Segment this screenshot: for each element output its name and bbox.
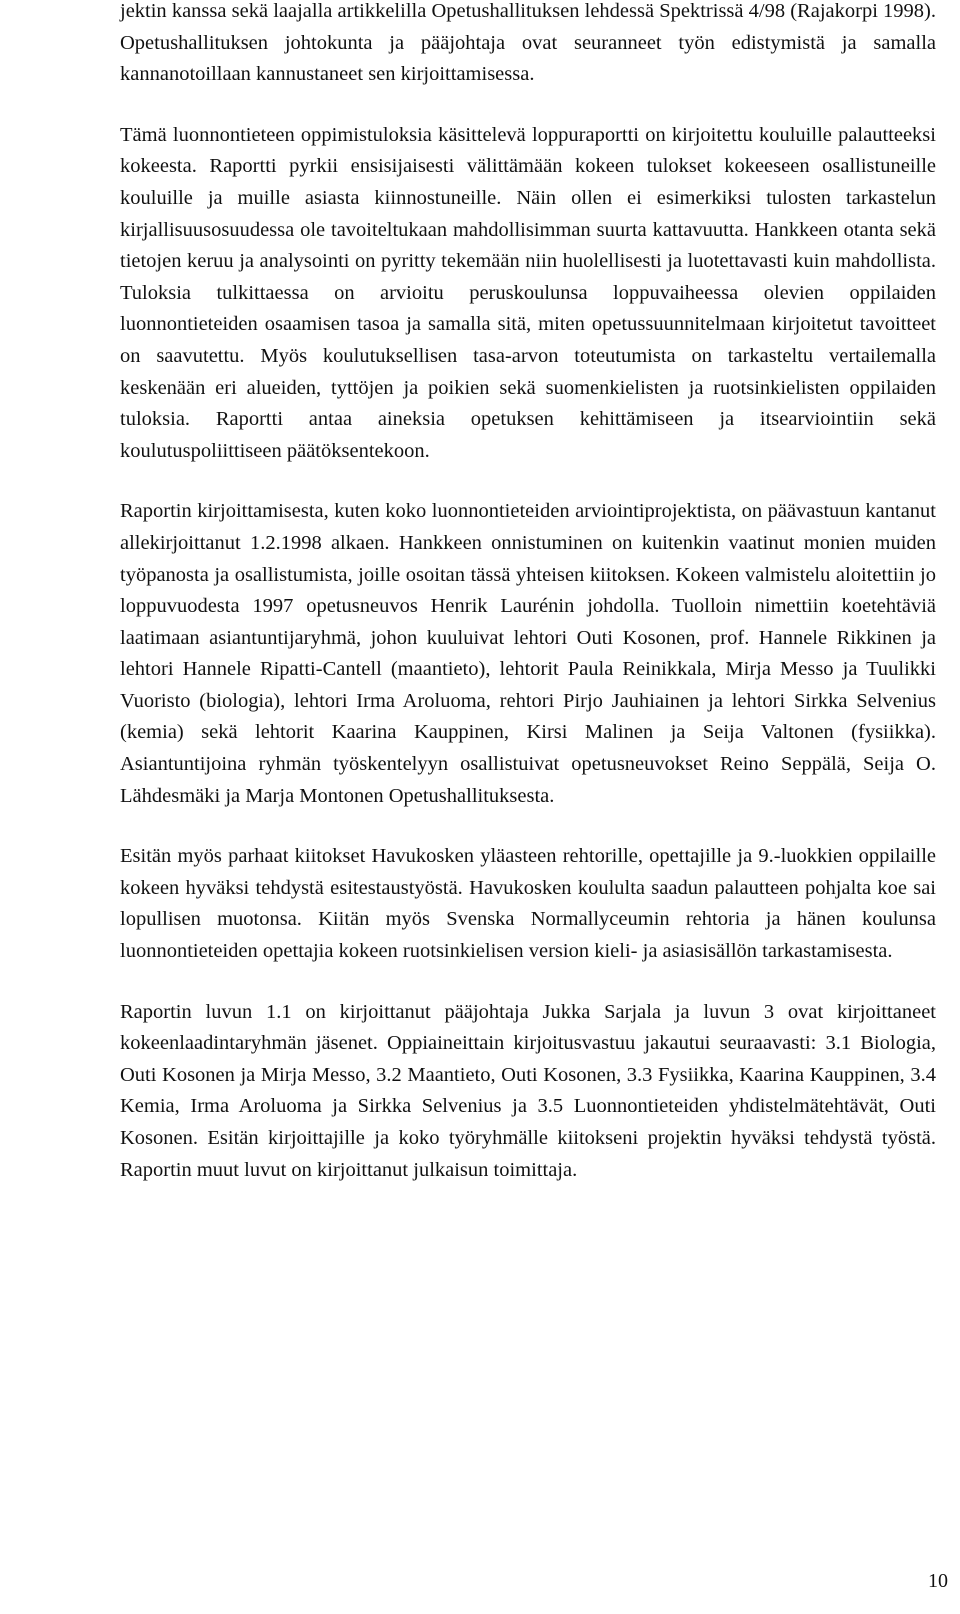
paragraph-acknowledgement-opening: jektin kanssa sekä laajalla artikkelilla Opetushallituksen lehdessä Spektrissä 4/98 (Rajakorpi 1998). Opetushallituksen johtokunta ja pääjohtaja ovat seuranneet työn edistymistä ja samalla kannanotoillaan kannustaneet sen kirjoittamisessa. xyxy=(120,0,936,86)
paragraph-chapter-authors: Raportin luvun 1.1 on kirjoittanut pääjohtaja Jukka Sarjala ja luvun 3 ovat kirjoittaneet kokeenlaadintaryhmän jäsenet. Oppiaineittain kirjoitusvastuu jakautui seuraavasti: 3.1 Biologia, Outi Kosonen ja Mirja Messo, 3.2 Maantieto, Outi Kosonen, 3.3 Fysiikka, Kaarina Kauppinen, 3.4 Kemia, Irma Aroluoma ja Sirkka Selvenius ja 3.5 Luonnontieteiden yhdistelmätehtävät, Outi Kosonen. Esitän kirjoittajille ja koko työryhmälle kiitokseni projektin hyväksi tehdystä työstä. Raportin muut luvut on kirjoittanut julkaisun toimittaja. xyxy=(120,1000,936,1181)
paragraph-pretesting-thanks: Esitän myös parhaat kiitokset Havukosken yläasteen rehtorille, opettajille ja 9.-luokkien oppilaille kokeen hyväksi tehdystä esitestaustyöstä. Havukosken koululta saadun palautteen pohjalta koe sai lopullisen muotonsa. Kiitän myös Svenska Normallyceumin rehtoria ja hänen koulunsa luonnontieteiden opettajia kokeen ruotsinkielisen version kieli- ja asiasisällön tarkastamisesta. xyxy=(120,845,936,963)
paragraph-authorship-and-experts: Raportin kirjoittamisesta, kuten koko luonnontieteiden arviointiprojektista, on päävastuun kantanut allekirjoittanut 1.2.1998 alkaen. Hankkeen onnistuminen on kuitenkin vaatinut monien muiden työpanosta ja osallistumista, joille osoitan tässä yhteisen kiitoksen. Kokeen valmistelu aloitettiin jo loppuvuodesta 1997 opetusneuvos Henrik Laurénin johdolla. Tuolloin nimettiin koetehtäviä laatimaan asiantuntijaryhmä, johon kuuluivat lehtori Outi Kosonen, prof. Hannele Rikkinen ja lehtori Hannele Ripatti-Cantell (maantieto), lehtorit Paula Reinikkala, Mirja Messo ja Tuulikki Vuoristo (biologia), lehtori Irma Aroluoma, rehtori Pirjo Jauhiainen ja lehtori Sirkka Selvenius (kemia) sekä lehtorit Kaarina Kauppinen, Kirsi Malinen ja Seija Valtonen (fysiikka). Asiantuntijoina ryhmän työskentelyyn osallistuivat opetusneuvokset Reino Seppälä, Seija O. Lähdesmäki ja Marja Montonen Opetushallituksesta. xyxy=(120,500,936,807)
page-number: 10 xyxy=(928,1570,948,1592)
paragraph-report-purpose: Tämä luonnontieteen oppimistuloksia käsittelevä loppuraportti on kirjoitettu kouluille palautteeksi kokeesta. Raportti pyrkii ensisijaisesti välittämään kokeen tulokset kokeeseen osallistuneille kouluille ja muille asiasta kiinnostuneille. Näin ollen ei esimerkiksi tulosten tarkastelun kirjallisuusosuudessa ole tavoiteltukaan mahdollisimman suurta kattavuutta. Hankkeen otanta sekä tietojen keruu ja analysointi on pyritty tekemään niin huolellisesti ja luotettavasti kuin mahdollista. Tuloksia tulkittaessa on arvioitu peruskoulunsa loppuvaiheessa olevien oppilaiden luonnontieteiden osaamisen tasoa ja samalla sitä, miten opetussuunnitelmaan kirjoitetut tavoitteet on saavutettu. Myös koulutuksellisen tasa-arvon toteutumista on tarkasteltu vertailemalla keskenään eri alueiden, tyttöjen ja poikien sekä suomenkielisten ja ruotsinkielisten oppilaiden tuloksia. Raportti antaa aineksia opetuksen kehittämiseen ja itsearviointiin sekä koulutuspoliittiseen päätöksentekoon. xyxy=(120,123,936,462)
document-page xyxy=(120,0,936,1215)
